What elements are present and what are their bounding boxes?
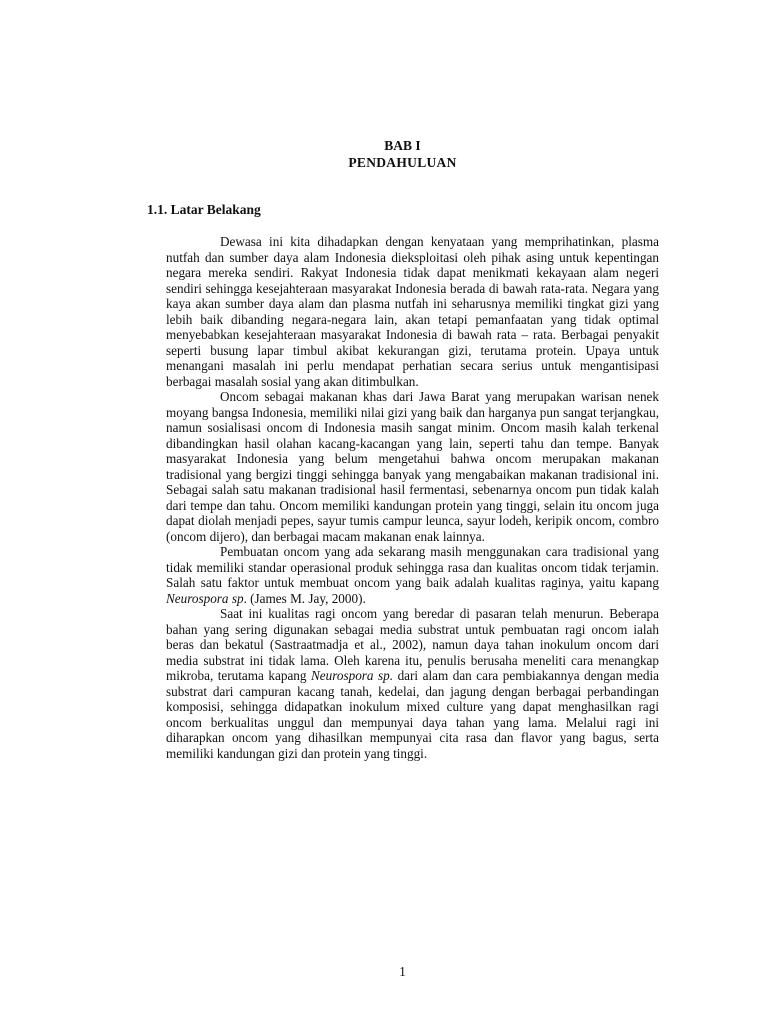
body-text (166, 234, 659, 761)
species-name: Neurospora sp (166, 590, 244, 606)
chapter-title: PENDAHULUAN (348, 155, 457, 170)
paragraph (166, 606, 659, 761)
species-name: Neurospora sp. (311, 668, 394, 683)
paragraph-text: . (James M. Jay, 2000). (243, 590, 366, 606)
paragraph (166, 544, 659, 606)
section-heading: 1.1. Latar Belakang (147, 202, 261, 217)
paragraph-text: Dewasa ini kita dihadapkan dengan kenyataan yang memprihatinkan, plasma nutfah dan sumber daya alam Indonesia dieksploitasi oleh pihak asing untuk kepentingan negara mereka sendiri. Rakyat Indonesia tidak dapat menikmati kekayaan alam negeri sendiri sehingga kesejahteraan masyarakat Indonesia berada di bawah rata-rata. Negara yang kaya akan sumber daya alam dan plasma nutfah ini seharusnya memiliki tingkat gizi yang lebih baik dibanding negara-negara lain, akan tetapi pemanfaatan yang tidak optimal menyebabkan kesejahteraan masyarakat Indonesia di bawah rata – rata. Berbagai penyakit seperti busung lapar timbul akibat kekurangan gizi, terutama protein. Upaya untuk menangani masalah ini perlu mendapat perhatian secara serius untuk mengantisipasi berbagai masalah sosial yang akan ditimbulkan. (166, 234, 659, 389)
paragraph (166, 234, 659, 389)
paragraph (166, 389, 659, 544)
paragraph-text: dari alam dan cara pembiakannya dengan media substrat dari campuran kacang tanah, kedelai, dan jagung dengan berbagai perbandingan komposisi, sehingga didapatkan inokulum mixed culture yang dapat menghasilkan ragi oncom berkualitas unggul dan mempunyai daya tahan yang lama. Melalui ragi ini diharapkan oncom yang dihasilkan mempunyai cita rasa dan flavor yang bagus, serta memiliki kandungan gizi dan protein yang tinggi. (166, 668, 659, 761)
chapter-number: BAB I (384, 138, 421, 153)
paragraph-text: Pembuatan oncom yang ada sekarang masih menggunakan cara tradisional yang tidak memiliki standar operasional produk sehingga rasa dan kualitas oncom tidak terjamin. Salah satu faktor untuk membuat oncom yang baik adalah kualitas raginya, yaitu kapang (166, 544, 659, 590)
page-number: 1 (399, 964, 406, 979)
paragraph-text: Oncom sebagai makanan khas dari Jawa Barat yang merupakan warisan nenek moyang bangsa Indonesia, memiliki nilai gizi yang baik dan harganya pun sangat terjangkau, namun sosialisasi oncom di Indonesia masih sangat minim. Oncom masih kalah terkenal dibandingkan hasil olahan kacang-kacangan yang lain, seperti tahu dan tempe. Banyak masyarakat Indonesia yang belum mengetahui bahwa oncom merupakan makanan tradisional yang bergizi tinggi sehingga banyak yang mengabaikan makanan tradisional ini. Sebagai salah satu makanan tradisional hasil fermentasi, sebenarnya oncom pun tidak kalah dari tempe dan tahu. Oncom memiliki kandungan protein yang tinggi, selain itu oncom juga dapat diolah menjadi pepes, sayur tumis campur leunca, sayur lodeh, keripik oncom, combro (oncom dijero), dan berbagai macam makanan enak lainnya. (166, 389, 659, 544)
paragraph-text: Saat ini kualitas ragi oncom yang beredar di pasaran telah menurun. Beberapa bahan yang sering digunakan sebagai media substrat untuk pembuatan ragi oncom ialah beras dan bekatul (Sastraatmadja et al., 2002), namun daya tahan inokulum oncom dari media substrat ini tidak lama. Oleh karena itu, penulis berusaha meneliti cara menangkap mikroba, terutama kapang (166, 606, 659, 683)
